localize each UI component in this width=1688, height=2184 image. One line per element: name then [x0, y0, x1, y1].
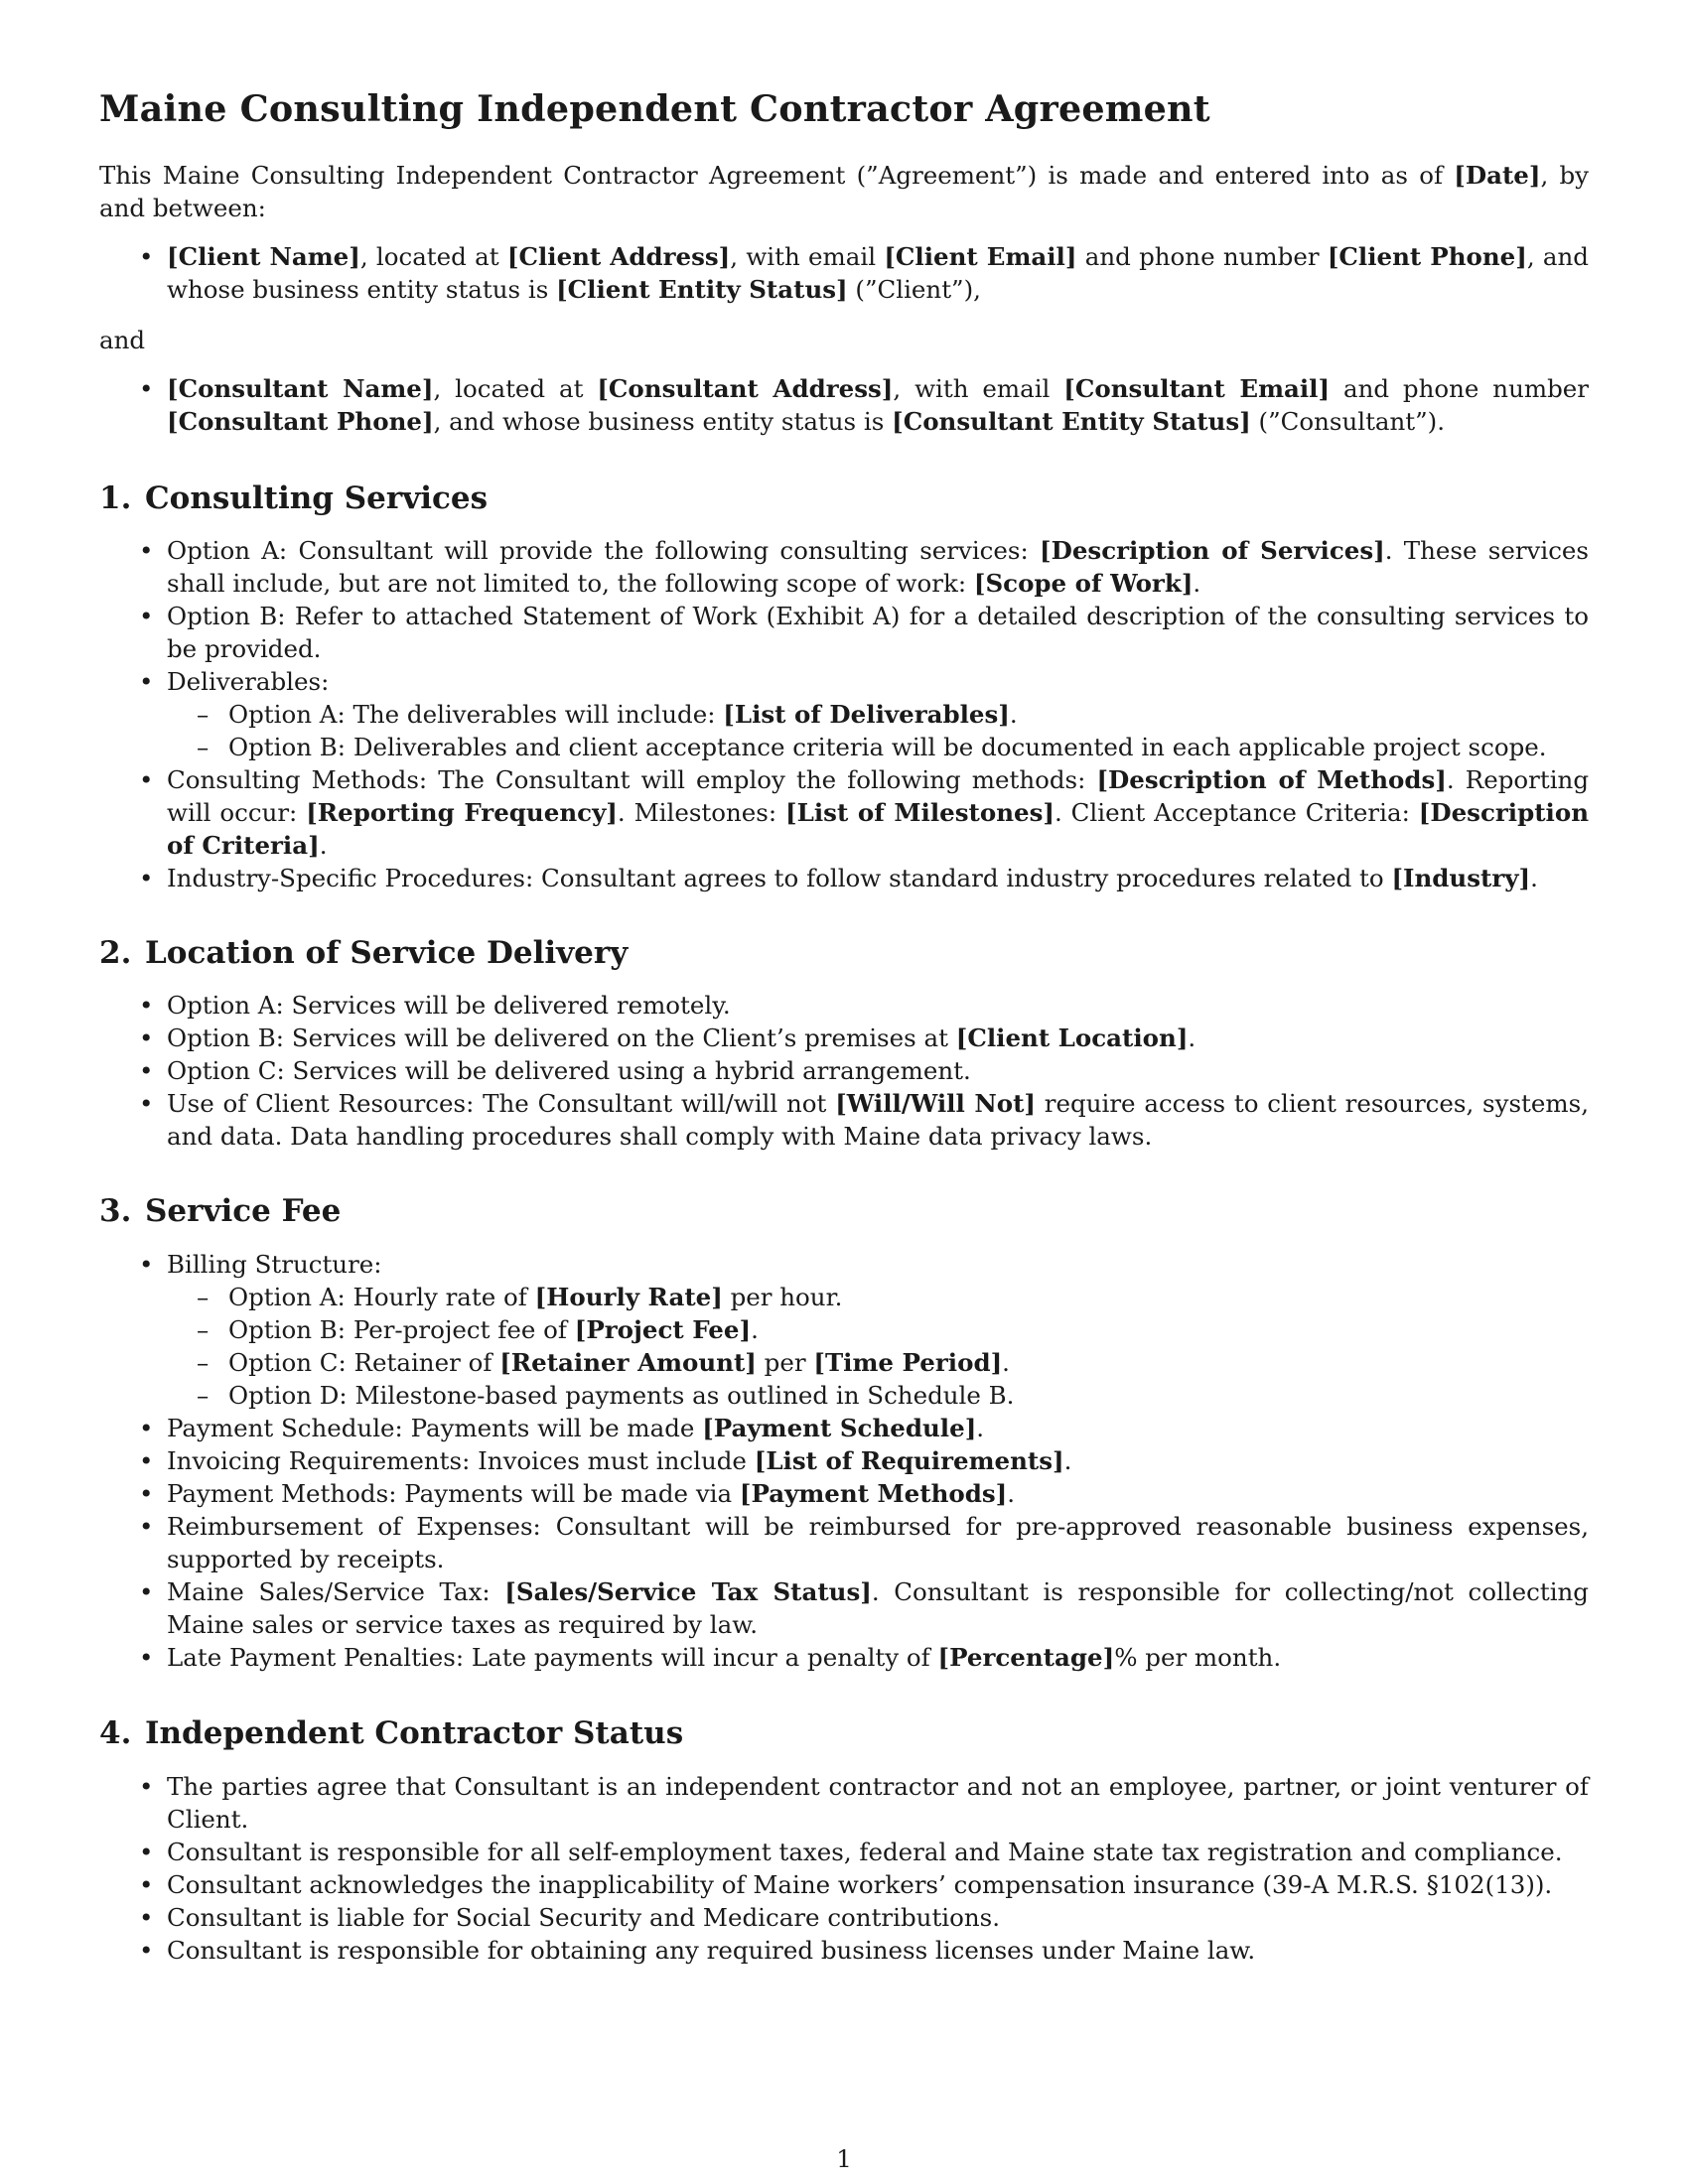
list-item: • Consultant acknowledges the inapplicability of Maine workers’ compensation insurance (39-A M.R.S. §102(13)). [99, 1868, 1589, 1901]
date-placeholder: [Date] [1454, 161, 1541, 190]
page-number: 1 [836, 2144, 852, 2173]
list-item: • Billing Structure: – Option A: Hourly rate of [Hourly Rate] per hour. – Option B: Per-project fee of [Project Fee]. – Option C: Retainer of [Retainer Amount] per [Time Period]. – Option D: Milestone-based payments as outlined in Schedule B. [99, 1248, 1589, 1412]
section-2-heading: 2. Location of Service Delivery [99, 935, 629, 971]
list-item: • Consulting Methods: The Consultant will employ the following methods: [Description of Methods]. Reporting will occur: [Reporting Frequency]. Milestones: [List of Milestones]. Client Acceptance Criteria: [Description of Criteria]. [99, 763, 1589, 862]
sublist-item: – Option C: Retainer of [Retainer Amount] per [Time Period]. [167, 1346, 1589, 1379]
sublist-item: – Option B: Deliverables and client acceptance criteria will be documented in each applicable project scope. [167, 731, 1589, 763]
sublist-item: – Option B: Per-project fee of [Project Fee]. [167, 1313, 1589, 1346]
list-item: • Reimbursement of Expenses: Consultant will be reimbursed for pre-approved reasonable business expenses, supported by receipts. [99, 1510, 1589, 1575]
billing-sublist [167, 1281, 1589, 1412]
document-title: Maine Consulting Independent Contractor Agreement [99, 87, 1210, 130]
list-item: • Option B: Refer to attached Statement of Work (Exhibit A) for a detailed description of the consulting services to be provided. [99, 600, 1589, 665]
and-text: and [99, 326, 146, 354]
list-item: • Option A: Consultant will provide the following consulting services: [Description of Services]. These services shall include, but are not limited to, the following scope of work: [Scope of Work]. [99, 534, 1589, 600]
list-item: • Option B: Services will be delivered on the Client’s premises at [Client Location]. [99, 1022, 1589, 1054]
list-item: • Option C: Services will be delivered using a hybrid arrangement. [99, 1054, 1589, 1087]
deliverables-sublist [167, 698, 1589, 763]
list-item: • Invoicing Requirements: Invoices must include [List of Requirements]. [99, 1444, 1589, 1477]
sublist-item: – Option D: Milestone-based payments as outlined in Schedule B. [167, 1379, 1589, 1412]
section-1-list [99, 534, 1589, 894]
sublist-item: – Option A: Hourly rate of [Hourly Rate] per hour. [167, 1281, 1589, 1313]
client-party-list [99, 240, 1589, 306]
list-item: • Use of Client Resources: The Consultant will/will not [Will/Will Not] require access to client resources, systems, and data. Data handling procedures shall comply with Maine data privacy laws. [99, 1087, 1589, 1153]
list-item: • Consultant is responsible for obtaining any required business licenses under Maine law. [99, 1934, 1589, 1967]
section-1-heading: 1. Consulting Services [99, 480, 489, 516]
list-item: • The parties agree that Consultant is an independent contractor and not an employee, partner, or joint venturer of Client. [99, 1770, 1589, 1836]
list-item: • Option A: Services will be delivered remotely. [99, 989, 1589, 1022]
intro-paragraph: This Maine Consulting Independent Contractor Agreement (”Agreement”) is made and entered into as of [Date], by and between: [99, 161, 1589, 222]
list-item: • Maine Sales/Service Tax: [Sales/Service Tax Status]. Consultant is responsible for collecting/not collecting Maine sales or service taxes as required by law. [99, 1575, 1589, 1641]
list-item: • Payment Methods: Payments will be made via [Payment Methods]. [99, 1477, 1589, 1510]
list-item: • Consultant is liable for Social Security and Medicare contributions. [99, 1901, 1589, 1934]
document-page [99, 0, 1589, 2184]
list-item: • Late Payment Penalties: Late payments will incur a penalty of [Percentage]% per month. [99, 1641, 1589, 1674]
list-item: • Deliverables: – Option A: The deliverables will include: [List of Deliverables]. – Option B: Deliverables and client acceptance criteria will be documented in each applicable project scope. [99, 665, 1589, 763]
section-3-heading: 3. Service Fee [99, 1193, 342, 1229]
list-item: • Payment Schedule: Payments will be made [Payment Schedule]. [99, 1412, 1589, 1444]
consultant-party-list [99, 372, 1589, 438]
section-2-list [99, 989, 1589, 1153]
section-4-list [99, 1770, 1589, 1967]
list-item: • Consultant is responsible for all self-employment taxes, federal and Maine state tax registration and compliance. [99, 1836, 1589, 1868]
list-item: • Industry-Specific Procedures: Consultant agrees to follow standard industry procedures related to [Industry]. [99, 862, 1589, 894]
section-4-heading: 4. Independent Contractor Status [99, 1715, 684, 1751]
section-3-list [99, 1248, 1589, 1674]
sublist-item: – Option A: The deliverables will include: [List of Deliverables]. [167, 698, 1589, 731]
client-party-item: • [Client Name], located at [Client Address], with email [Client Email] and phone number [Client Phone], and whose business entity status is [Client Entity Status] (”Client”), [99, 240, 1589, 306]
consultant-party-item: • [Consultant Name], located at [Consultant Address], with email [Consultant Email] and phone number [Consultant Phone], and whose business entity status is [Consultant Entity Status] (”Consultant”). [99, 372, 1589, 438]
